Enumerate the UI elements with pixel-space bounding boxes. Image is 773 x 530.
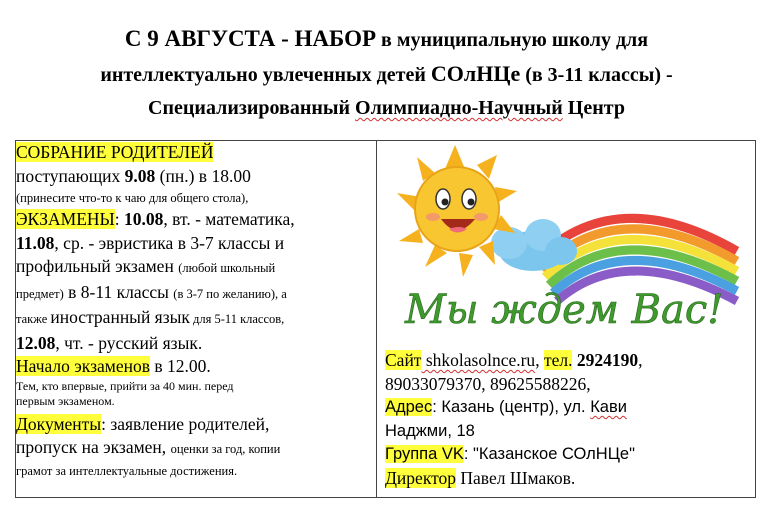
announcement-header bbox=[0, 22, 773, 125]
exam3-text: профильный экзамен bbox=[16, 256, 179, 276]
exam4-note2: (в 3-7 по желанию), а bbox=[173, 286, 287, 301]
banner-text: Мы ждем Вас! bbox=[405, 287, 724, 333]
exams-title: ЭКЗАМЕНЫ bbox=[16, 209, 115, 229]
exam1-text: , вт. - математика, bbox=[163, 209, 295, 229]
site-label: Сайт bbox=[385, 350, 422, 370]
header-line1-rest: в муниципальную школу для bbox=[376, 29, 649, 51]
site-link[interactable]: shkolasolnce.ru bbox=[421, 350, 536, 370]
header-date-text: С 9 АВГУСТА - НАБОР bbox=[124, 26, 377, 51]
exam5-note: также bbox=[16, 312, 51, 326]
exam2-text: , ср. - эвристика в 3-7 классы и bbox=[54, 232, 285, 253]
sun-face bbox=[415, 167, 499, 251]
header-line3-a: Специализированный bbox=[148, 97, 356, 119]
address-line-2: Наджми, 18 bbox=[385, 421, 475, 440]
start-time: в 12.00. bbox=[149, 356, 211, 376]
meeting-text: поступающих bbox=[16, 165, 125, 186]
info-table bbox=[15, 140, 756, 498]
docs-title: Документы bbox=[16, 413, 102, 434]
header-line-1 bbox=[0, 22, 773, 57]
exam6-date: 12.08 bbox=[16, 332, 56, 353]
contacts-block: Сайт shkolasolnce.ru, тел. 2924190, 89033079370, 89625588226, Адрес: Казань (центр), ул. Кави Наджми, 18 Группа VK: "Казанское СОлНЦе" Директор Павел Шмаков. bbox=[385, 349, 735, 490]
exam6-text: , чт. - русский язык. bbox=[55, 332, 203, 353]
group-name: : "Казанское СОлНЦе" bbox=[463, 445, 635, 463]
docs-text: : заявление родителей, bbox=[101, 413, 270, 434]
header-line3-b: Олимпиадно-Научный bbox=[355, 97, 563, 119]
exam4-note: предмет) bbox=[16, 286, 64, 301]
phone-number: 2924190 bbox=[572, 350, 639, 370]
header-line2-c: (в 3-11 классы) - bbox=[520, 64, 673, 86]
sun-rainbow-graphic bbox=[385, 141, 745, 349]
welcome-illustration bbox=[385, 141, 745, 349]
director-label: Директор bbox=[385, 467, 457, 488]
exam3-note: (любой школьный bbox=[178, 261, 276, 275]
docs-note-2: грамот за интеллектуальные достижения. bbox=[16, 463, 238, 478]
address-text: : Казань (центр), ул. bbox=[432, 398, 591, 416]
start-title: Начало экзаменов bbox=[16, 356, 150, 376]
phone-label: тел. bbox=[543, 350, 573, 370]
header-school-name: СОлНЦе bbox=[430, 61, 521, 86]
exam5-text: иностранный язык bbox=[50, 307, 190, 327]
exams-colon: : bbox=[114, 209, 125, 229]
header-line3-c: Центр bbox=[562, 97, 625, 119]
docs-text-2: пропуск на экзамен, bbox=[16, 437, 171, 457]
header-line-2 bbox=[0, 57, 773, 92]
address-label: Адрес bbox=[385, 398, 433, 416]
contacts-cell bbox=[377, 141, 756, 498]
start-note-2: первым экзаменом. bbox=[16, 393, 115, 408]
meeting-title: СОБРАНИЕ РОДИТЕЛЕЙ bbox=[16, 142, 214, 162]
group-label: Группа VK bbox=[385, 445, 464, 463]
exam5-note2: для 5-11 классов, bbox=[189, 312, 285, 326]
header-line2-a: интеллектуально увлеченных детей bbox=[100, 64, 431, 86]
exam2-date: 11.08 bbox=[16, 232, 55, 253]
director-name: Павел Шмаков. bbox=[456, 467, 576, 488]
schedule-cell bbox=[16, 141, 377, 498]
phones-mobile: 89033079370, 89625588226, bbox=[385, 373, 591, 394]
meeting-time: (пн.) в 18.00 bbox=[155, 165, 251, 186]
exam1-date: 10.08 bbox=[124, 209, 164, 229]
meeting-date: 9.08 bbox=[124, 165, 156, 186]
header-line-3 bbox=[0, 92, 773, 125]
meeting-note: (принесите что-то к чаю для общего стола), bbox=[16, 191, 249, 205]
exam4-text: в 8-11 классы bbox=[63, 281, 174, 302]
address-street: Кави bbox=[590, 398, 627, 416]
start-note-1: Тем, кто впервые, прийти за 40 мин. перед bbox=[16, 378, 234, 393]
docs-note: оценки за год, копии bbox=[170, 442, 281, 456]
